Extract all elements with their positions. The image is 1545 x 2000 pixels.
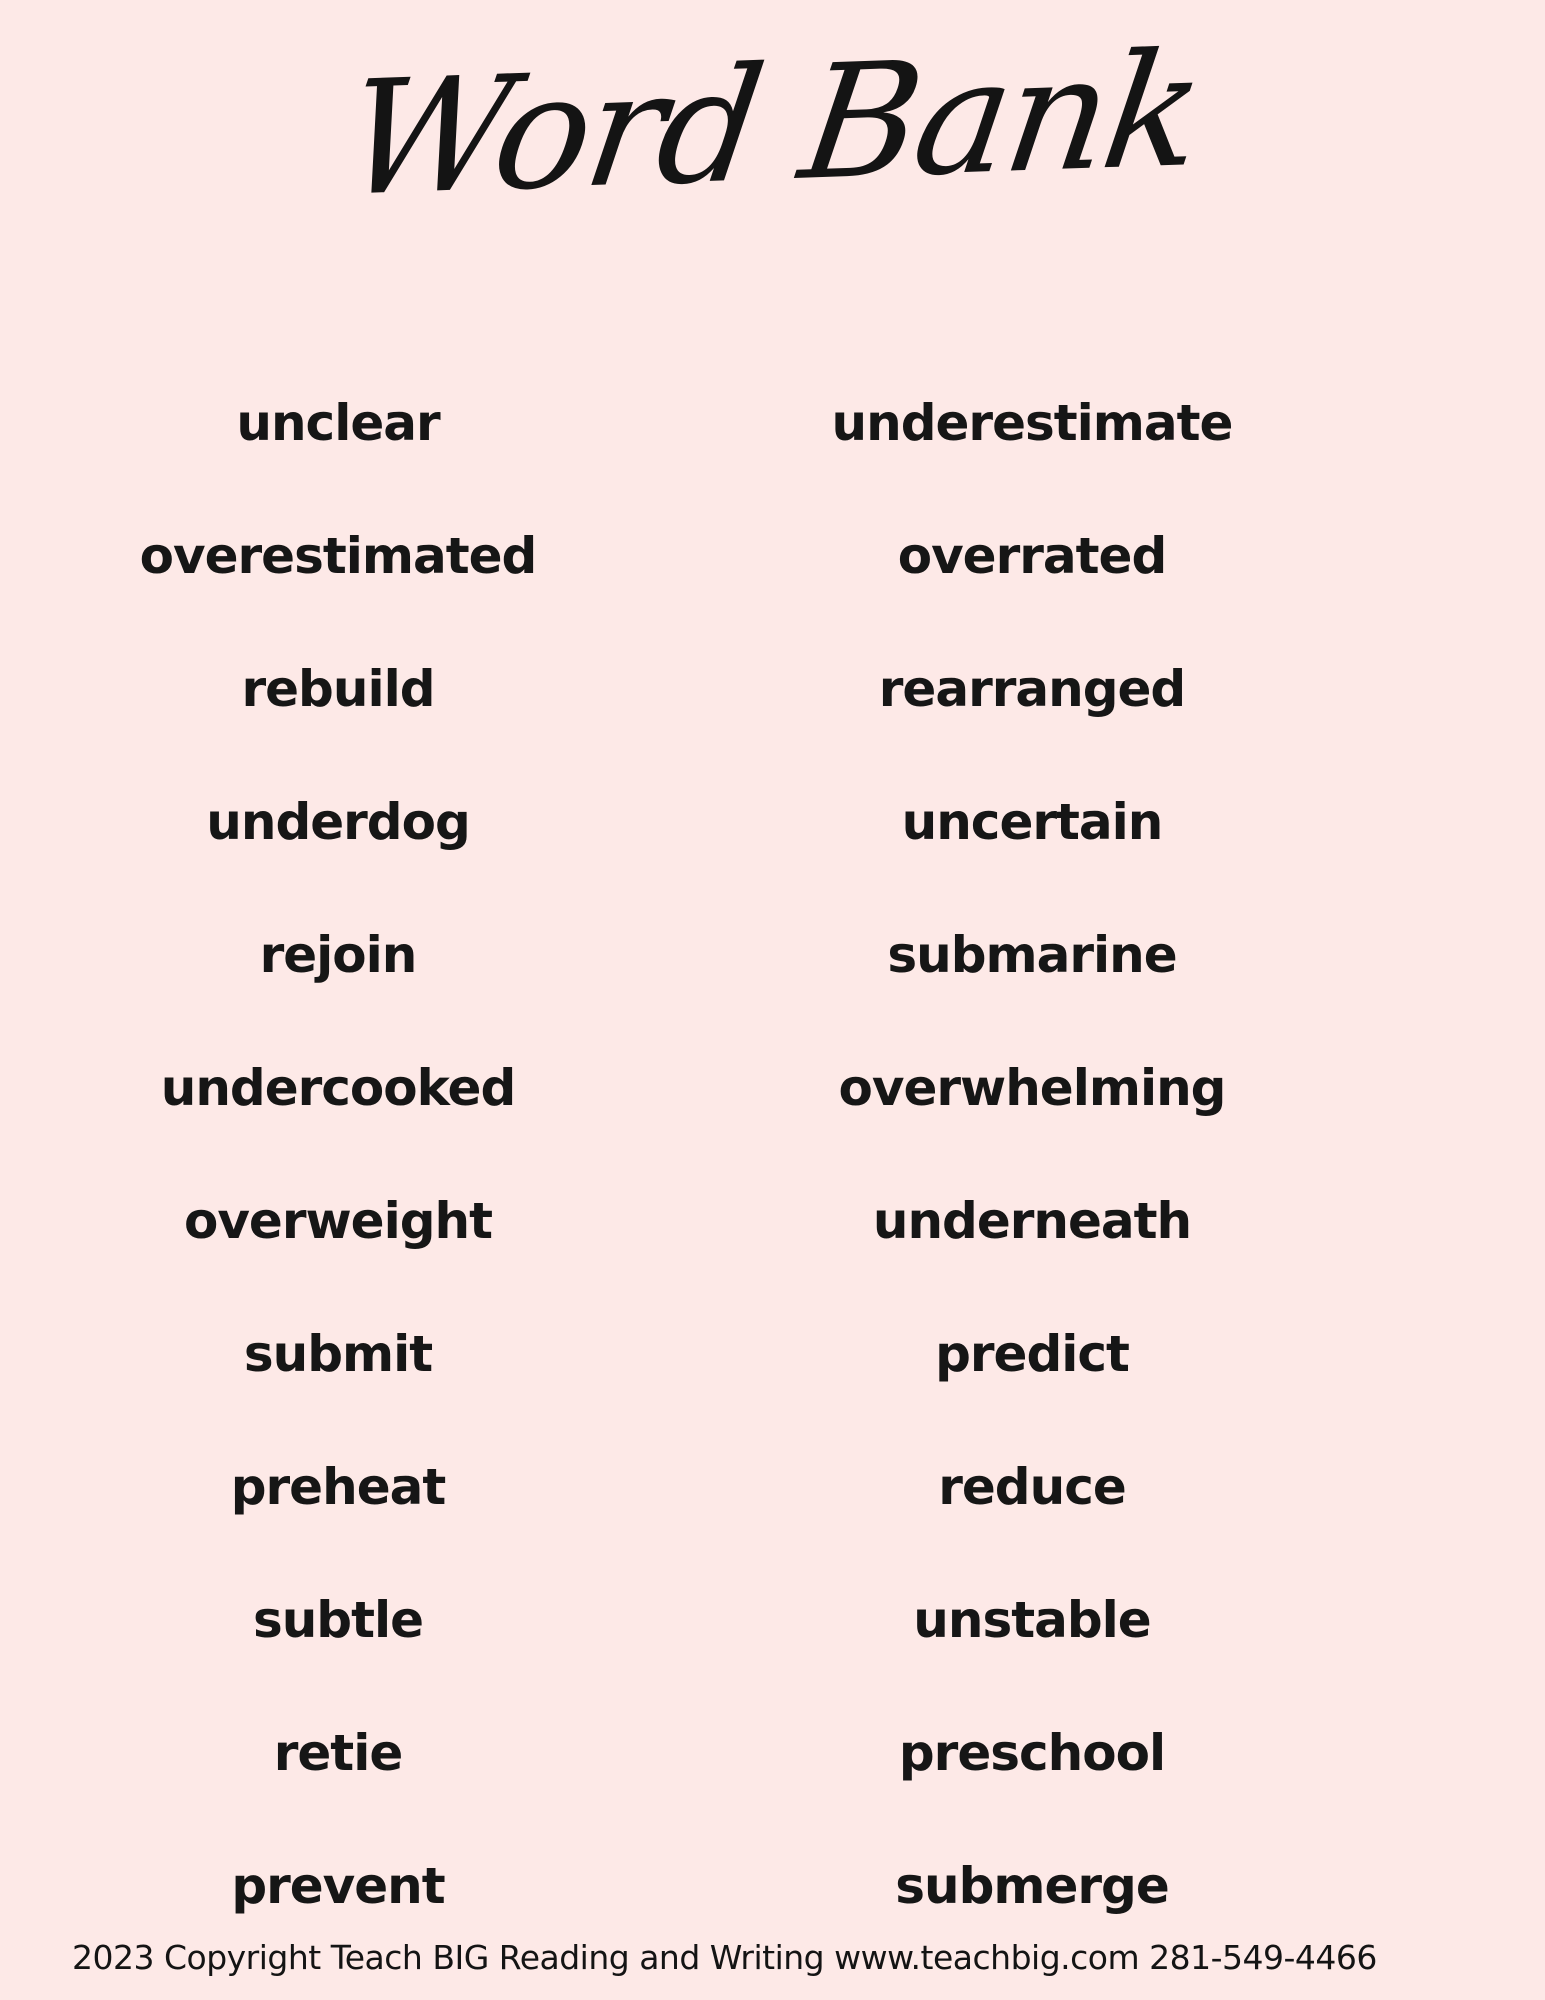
word-item: underestimate (831, 393, 1233, 452)
word-item: retie (273, 1723, 403, 1782)
word-item: overweight (183, 1191, 493, 1250)
page-title: Word Bank (334, 18, 1211, 232)
word-item: overestimated (139, 526, 537, 585)
word-item: overrated (897, 526, 1167, 585)
word-item: uncertain (901, 792, 1163, 851)
copyright-footer: 2023 Copyright Teach BIG Reading and Writing www.teachbig.com 281-549-4466 (72, 1938, 1377, 1977)
word-item: underdog (206, 792, 470, 851)
word-item: subtle (252, 1590, 424, 1649)
word-item: rejoin (259, 925, 417, 984)
word-item: submarine (887, 925, 1177, 984)
word-item: preheat (230, 1457, 446, 1516)
word-item: submerge (895, 1856, 1169, 1915)
word-item: preschool (898, 1723, 1166, 1782)
word-item: undercooked (160, 1058, 516, 1117)
word-item: rearranged (878, 659, 1186, 718)
word-item: predict (935, 1324, 1129, 1383)
word-item: overwhelming (838, 1058, 1226, 1117)
word-column-right (676, 356, 1388, 1952)
word-list (0, 356, 1388, 1952)
page-title-wrap (0, 10, 1545, 240)
word-item: reduce (938, 1457, 1126, 1516)
word-item: submit (243, 1324, 433, 1383)
word-item: underneath (872, 1191, 1192, 1250)
word-item: prevent (231, 1856, 445, 1915)
word-item: unclear (236, 393, 440, 452)
word-column-left (0, 356, 676, 1952)
word-item: unstable (913, 1590, 1151, 1649)
word-item: rebuild (241, 659, 435, 718)
